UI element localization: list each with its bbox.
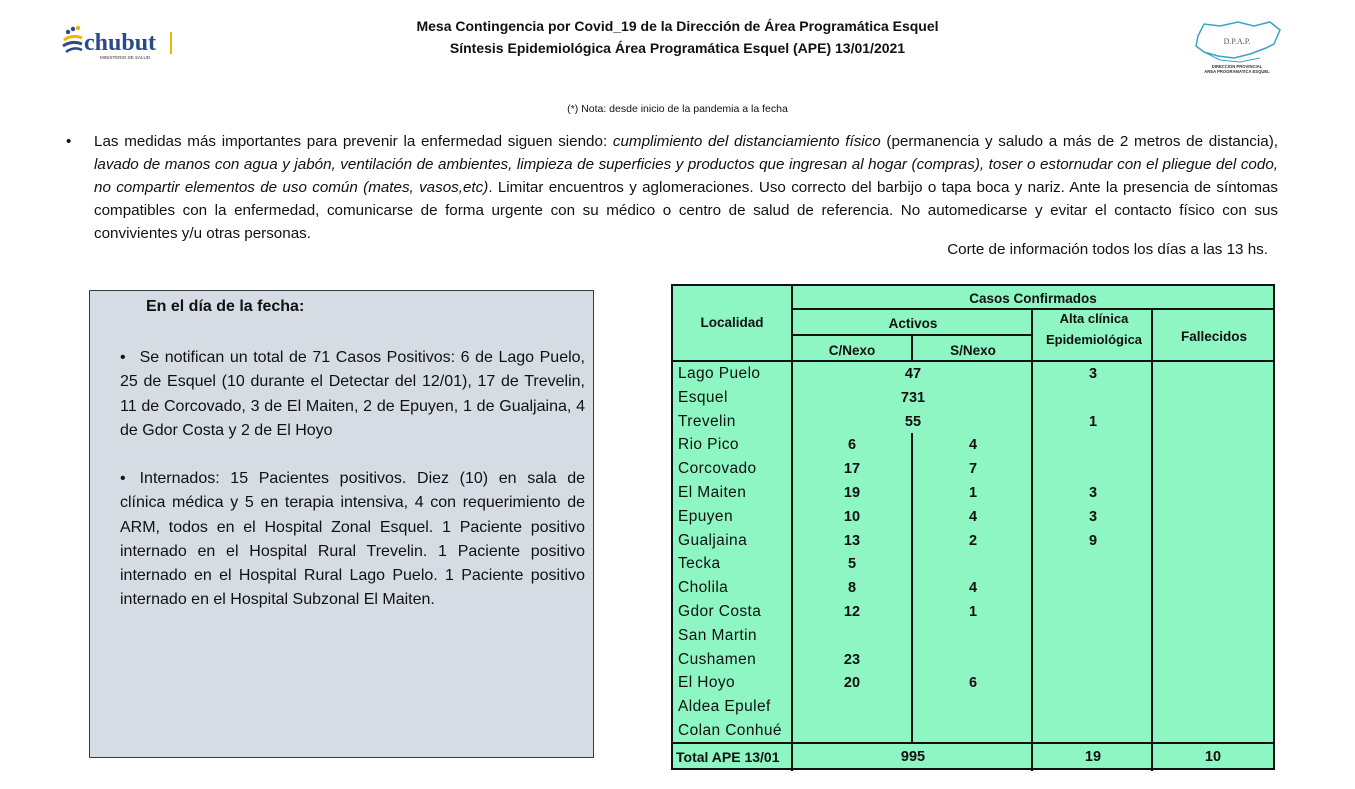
- grid-line: [911, 600, 913, 624]
- cell-localidad: Lago Puelo: [678, 365, 761, 382]
- cell-localidad: San Martin: [678, 626, 757, 644]
- logo-wordmark: chubut: [84, 30, 157, 56]
- title-line-2: Síntesis Epidemiológica Área Programática Esquel (APE) 13/01/2021: [449, 40, 906, 56]
- cell-c-nexo: 8: [847, 580, 857, 597]
- cell-s-nexo: 4: [968, 580, 978, 597]
- total-alta: 19: [1084, 748, 1102, 765]
- header-c-nexo: C/Nexo: [828, 343, 876, 358]
- cell-s-nexo: 1: [968, 604, 978, 620]
- grid-line: [911, 529, 913, 553]
- logo-right-sub-1: DIRECCION PROVINCIAL: [1211, 64, 1263, 69]
- total-label: Total APE 13/01: [676, 748, 780, 765]
- summary-item-cases: [120, 346, 585, 443]
- cell-c-nexo: 17: [843, 461, 861, 478]
- cell-alta: 9: [1088, 532, 1098, 549]
- chubut-logo: [60, 22, 180, 62]
- cell-s-nexo: 1: [968, 485, 978, 501]
- cell-activos-total: 47: [904, 366, 922, 382]
- logo-right-sub-2: AREA PROGRAMATICA ESQUEL: [1204, 69, 1270, 74]
- total-activos: 995: [900, 748, 926, 765]
- cell-alta: 3: [1088, 508, 1098, 525]
- cell-localidad: Esquel: [678, 388, 728, 406]
- cell-alta: 3: [1088, 366, 1098, 382]
- header-casos-confirmados: Casos Confirmados: [969, 291, 1097, 306]
- cell-localidad: Gualjaina: [678, 531, 748, 549]
- cell-c-nexo: 13: [843, 532, 861, 549]
- grid-line: [791, 286, 793, 771]
- bullet-icon: •: [120, 349, 126, 366]
- cell-localidad: Rio Pico: [678, 436, 739, 454]
- pandemic-note: (*) Nota: desde inicio de la pandemia a la fecha: [567, 103, 788, 115]
- cell-c-nexo: 12: [843, 604, 861, 620]
- cell-localidad: Tecka: [678, 555, 721, 573]
- cell-c-nexo: 6: [847, 437, 857, 454]
- cell-c-nexo: 5: [847, 556, 857, 573]
- cell-c-nexo: 19: [843, 485, 861, 501]
- cell-activos-total: 731: [900, 389, 926, 406]
- prevention-paragraph: [66, 130, 1278, 245]
- summary-item-cases-text: Se notifican un total de 71 Casos Positivos: 6 de Lago Puelo, 25 de Esquel (10 durante el Detectar del 12/01), 17 de Trevelin, 11 de Corcovado, 3 de El Maiten, 2 de Epuyen, 1 de Gualjaina, 4 de Gdor Costa y 2 de El Hoyo: [120, 349, 585, 439]
- cell-s-nexo: 4: [968, 508, 978, 525]
- prevention-text-2: cumplimiento del distanciamiento físico: [612, 133, 881, 150]
- cell-localidad: El Hoyo: [678, 674, 736, 692]
- cell-localidad: Cholila: [678, 579, 729, 597]
- prevention-text-5: . Limitar encuentros y aglomeraciones. Uso correcto del barbijo o tapa boca y nariz. Ante la presencia de síntomas compatibles con la enfermedad, comunicarse de forma urgente con su médico o centro de salud de referencia. No automedicarse y evitar el contacto físico con sus convivientes y/u otras personas.: [94, 179, 1279, 242]
- prevention-text-4: lavado de manos con agua y jabón, ventilación de ambientes, limpieza de superficies y productos que ingresan al hogar (compras), toser o estornudar con el pliegue del codo, no compartir elementos de uso común (mates, vasos,etc): [94, 156, 1278, 196]
- grid-line: [911, 481, 913, 505]
- header-s-nexo: S/Nexo: [950, 343, 996, 358]
- cell-c-nexo: 20: [843, 675, 861, 692]
- cell-s-nexo: 6: [968, 675, 978, 692]
- grid-line: [911, 576, 913, 600]
- grid-line: [911, 433, 913, 457]
- cell-c-nexo: 23: [843, 651, 861, 668]
- header-activos: Activos: [888, 316, 938, 331]
- grid-line: [911, 695, 913, 719]
- cell-localidad: Trevelin: [678, 412, 736, 430]
- grid-line: [911, 624, 913, 648]
- cell-alta: 1: [1088, 413, 1098, 430]
- grid-line: [1031, 308, 1033, 771]
- header-fallecidos: Fallecidos: [1180, 329, 1248, 344]
- summary-item-hospitalized: [120, 467, 585, 613]
- grid-line: [911, 552, 913, 576]
- cell-localidad: Aldea Epulef: [678, 698, 771, 716]
- total-fallecidos: 10: [1204, 748, 1222, 765]
- cell-alta: 3: [1088, 485, 1098, 501]
- cell-localidad: Epuyen: [678, 507, 733, 525]
- grid-line: [911, 457, 913, 481]
- summary-item-hospitalized-text: Internados: 15 Pacientes positivos. Diez (10) en sala de clínica médica y 5 en terapia intensiva, 4 con requerimiento de ARM, todos en el Hospital Zonal Esquel. 1 Paciente positivo internado en el Hospital Rural Trevelin. 1 Paciente positivo internado en el Hospital Rural Lago Puelo. 1 Paciente positivo internado en el Hospital Subzonal El Maiten.: [120, 470, 585, 609]
- grid-line: [911, 671, 913, 695]
- logo-right-wordmark: D.P.A.P.: [1223, 37, 1251, 46]
- grid-line: [793, 308, 1273, 310]
- cell-localidad: Cushamen: [678, 650, 757, 668]
- prevention-text-1: Las medidas más importantes para prevenir la enfermedad siguen siendo:: [94, 133, 613, 150]
- header-localidad: Localidad: [700, 315, 764, 330]
- daily-summary-box: [89, 290, 594, 758]
- cell-localidad: El Maiten: [678, 484, 747, 501]
- grid-line: [673, 360, 1273, 362]
- grid-line: [911, 648, 913, 672]
- cell-localidad: Gdor Costa: [678, 603, 762, 620]
- summary-title: En el día de la fecha:: [146, 298, 305, 315]
- title-line-1: Mesa Contingencia por Covid_19 de la Dirección de Área Programática Esquel: [416, 18, 939, 34]
- document-header: [300, 15, 1055, 59]
- cell-c-nexo: 10: [843, 508, 861, 525]
- grid-line: [1151, 308, 1153, 771]
- cell-s-nexo: 7: [968, 461, 978, 478]
- bullet-icon: •: [66, 133, 72, 150]
- grid-line: [793, 334, 1033, 336]
- cell-s-nexo: 2: [968, 532, 978, 549]
- header-alta-clinica: Alta clínica Epidemiológica: [1045, 311, 1143, 347]
- cell-s-nexo: 4: [968, 437, 978, 454]
- logo-subtitle: MINISTERIO DE SALUD: [100, 55, 151, 60]
- grid-line: [911, 505, 913, 529]
- grid-line: [673, 742, 1273, 744]
- cell-localidad: Colan Conhué: [678, 722, 782, 739]
- bullet-icon: •: [120, 470, 126, 487]
- cutoff-time: Corte de información todos los días a las 13 hs.: [947, 241, 1268, 258]
- grid-line: [911, 334, 913, 362]
- cases-table: [671, 284, 1275, 770]
- prevention-text-3: (permanencia y saludo a más de 2 metros de distancia),: [880, 133, 1278, 150]
- grid-line: [911, 719, 913, 743]
- cell-activos-total: 55: [904, 413, 922, 430]
- dpape-logo: [1190, 18, 1285, 78]
- cell-localidad: Corcovado: [678, 460, 757, 478]
